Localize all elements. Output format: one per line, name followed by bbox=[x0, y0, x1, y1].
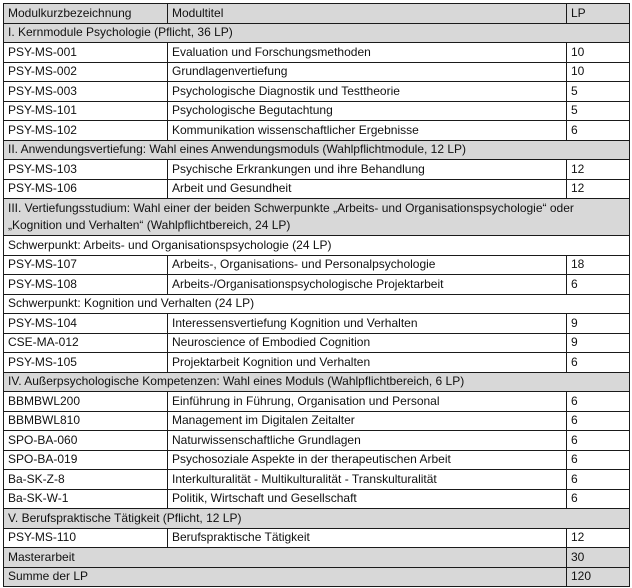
table-row bbox=[4, 450, 630, 470]
module-title: Politik, Wirtschaft und Gesellschaft bbox=[168, 489, 567, 509]
module-code: Ba-SK-Z-8 bbox=[4, 470, 168, 490]
table-row bbox=[4, 160, 630, 180]
section-row bbox=[4, 509, 630, 529]
masterarbeit-label: Masterarbeit bbox=[4, 548, 567, 568]
table-row bbox=[4, 353, 630, 373]
section-berufspraktische-taetigkeit: V. Berufspraktische Tätigkeit (Pflicht, 12 LP) bbox=[4, 509, 630, 529]
module-title: Einführung in Führung, Organisation und Personal bbox=[168, 392, 567, 412]
summe-lp: 120 bbox=[567, 567, 630, 587]
module-lp: 6 bbox=[567, 450, 630, 470]
module-code: Ba-SK-W-1 bbox=[4, 489, 168, 509]
module-lp: 6 bbox=[567, 392, 630, 412]
section-row bbox=[4, 372, 630, 392]
module-code: PSY-MS-104 bbox=[4, 314, 168, 334]
module-title: Interkulturalität - Multikulturalität - Transkulturalität bbox=[168, 470, 567, 490]
header-code: Modulkurzbezeichnung bbox=[4, 4, 168, 24]
module-lp: 12 bbox=[567, 179, 630, 199]
module-code: PSY-MS-001 bbox=[4, 43, 168, 63]
module-title: Evaluation und Forschungsmethoden bbox=[168, 43, 567, 63]
table-row bbox=[4, 528, 630, 548]
module-code: CSE-MA-012 bbox=[4, 333, 168, 353]
header-row bbox=[4, 4, 630, 24]
module-code: PSY-MS-103 bbox=[4, 160, 168, 180]
module-code: SPO-BA-060 bbox=[4, 431, 168, 451]
table-row bbox=[4, 470, 630, 490]
module-code: PSY-MS-101 bbox=[4, 101, 168, 121]
table-row bbox=[4, 431, 630, 451]
module-lp: 6 bbox=[567, 470, 630, 490]
section-vertiefungsstudium: III. Vertiefungsstudium: Wahl einer der beiden Schwerpunkte „Arbeits- und Organisationspsychologie“ oder „Kognition und Verhalten“ (Wahlpflichtbereich, 24 LP) bbox=[4, 199, 630, 236]
table-row bbox=[4, 255, 630, 275]
module-code: PSY-MS-110 bbox=[4, 528, 168, 548]
table-row bbox=[4, 275, 630, 295]
section-kernmodule: I. Kernmodule Psychologie (Pflicht, 36 LP) bbox=[4, 23, 630, 43]
section-row bbox=[4, 199, 630, 236]
module-table bbox=[3, 3, 630, 587]
module-code: PSY-MS-003 bbox=[4, 82, 168, 102]
table-row bbox=[4, 62, 630, 82]
module-code: PSY-MS-002 bbox=[4, 62, 168, 82]
masterarbeit-row bbox=[4, 548, 630, 568]
table-row bbox=[4, 489, 630, 509]
module-lp: 6 bbox=[567, 275, 630, 295]
module-title: Management im Digitalen Zeitalter bbox=[168, 411, 567, 431]
table-row bbox=[4, 333, 630, 353]
table-row bbox=[4, 392, 630, 412]
module-title: Interessensvertiefung Kognition und Verhalten bbox=[168, 314, 567, 334]
table-row bbox=[4, 82, 630, 102]
module-title: Arbeits-/Organisationspsychologische Projektarbeit bbox=[168, 275, 567, 295]
module-title: Arbeit und Gesundheit bbox=[168, 179, 567, 199]
module-title: Kommunikation wissenschaftlicher Ergebnisse bbox=[168, 121, 567, 141]
header-lp: LP bbox=[567, 4, 630, 24]
table-row bbox=[4, 411, 630, 431]
module-lp: 5 bbox=[567, 82, 630, 102]
section-row bbox=[4, 140, 630, 160]
module-lp: 5 bbox=[567, 101, 630, 121]
module-title: Berufspraktische Tätigkeit bbox=[168, 528, 567, 548]
module-title: Grundlagenvertiefung bbox=[168, 62, 567, 82]
module-lp: 6 bbox=[567, 121, 630, 141]
subsection-row bbox=[4, 294, 630, 314]
subsection-arbeits-organisationspsychologie: Schwerpunkt: Arbeits- und Organisationspsychologie (24 LP) bbox=[4, 236, 630, 256]
module-code: PSY-MS-107 bbox=[4, 255, 168, 275]
table-row bbox=[4, 314, 630, 334]
table-row bbox=[4, 179, 630, 199]
module-title: Arbeits-, Organisations- und Personalpsychologie bbox=[168, 255, 567, 275]
table-row bbox=[4, 101, 630, 121]
module-lp: 9 bbox=[567, 333, 630, 353]
module-title: Psychologische Begutachtung bbox=[168, 101, 567, 121]
section-anwendungsvertiefung: II. Anwendungsvertiefung: Wahl eines Anwendungsmoduls (Wahlpflichtmodule, 12 LP) bbox=[4, 140, 630, 160]
table-row bbox=[4, 43, 630, 63]
module-lp: 6 bbox=[567, 431, 630, 451]
subsection-row bbox=[4, 236, 630, 256]
module-code: PSY-MS-102 bbox=[4, 121, 168, 141]
module-lp: 10 bbox=[567, 43, 630, 63]
module-lp: 12 bbox=[567, 528, 630, 548]
module-code: BBMBWL810 bbox=[4, 411, 168, 431]
module-lp: 10 bbox=[567, 62, 630, 82]
masterarbeit-lp: 30 bbox=[567, 548, 630, 568]
module-code: PSY-MS-108 bbox=[4, 275, 168, 295]
module-lp: 12 bbox=[567, 160, 630, 180]
module-title: Psychologische Diagnostik und Testtheorie bbox=[168, 82, 567, 102]
module-title: Psychische Erkrankungen und ihre Behandlung bbox=[168, 160, 567, 180]
summe-label: Summe der LP bbox=[4, 567, 567, 587]
module-lp: 6 bbox=[567, 353, 630, 373]
module-lp: 6 bbox=[567, 489, 630, 509]
module-title: Projektarbeit Kognition und Verhalten bbox=[168, 353, 567, 373]
module-code: PSY-MS-106 bbox=[4, 179, 168, 199]
section-row bbox=[4, 23, 630, 43]
table-row bbox=[4, 121, 630, 141]
module-lp: 18 bbox=[567, 255, 630, 275]
module-title: Naturwissenschaftliche Grundlagen bbox=[168, 431, 567, 451]
module-lp: 6 bbox=[567, 411, 630, 431]
section-ausserpsychologische-kompetenzen: IV. Außerpsychologische Kompetenzen: Wahl eines Moduls (Wahlpflichtbereich, 6 LP) bbox=[4, 372, 630, 392]
module-code: SPO-BA-019 bbox=[4, 450, 168, 470]
module-title: Psychosoziale Aspekte in der therapeutischen Arbeit bbox=[168, 450, 567, 470]
header-title: Modultitel bbox=[168, 4, 567, 24]
module-title: Neuroscience of Embodied Cognition bbox=[168, 333, 567, 353]
module-lp: 9 bbox=[567, 314, 630, 334]
summe-row bbox=[4, 567, 630, 587]
subsection-kognition-verhalten: Schwerpunkt: Kognition und Verhalten (24 LP) bbox=[4, 294, 630, 314]
module-code: PSY-MS-105 bbox=[4, 353, 168, 373]
module-code: BBMBWL200 bbox=[4, 392, 168, 412]
